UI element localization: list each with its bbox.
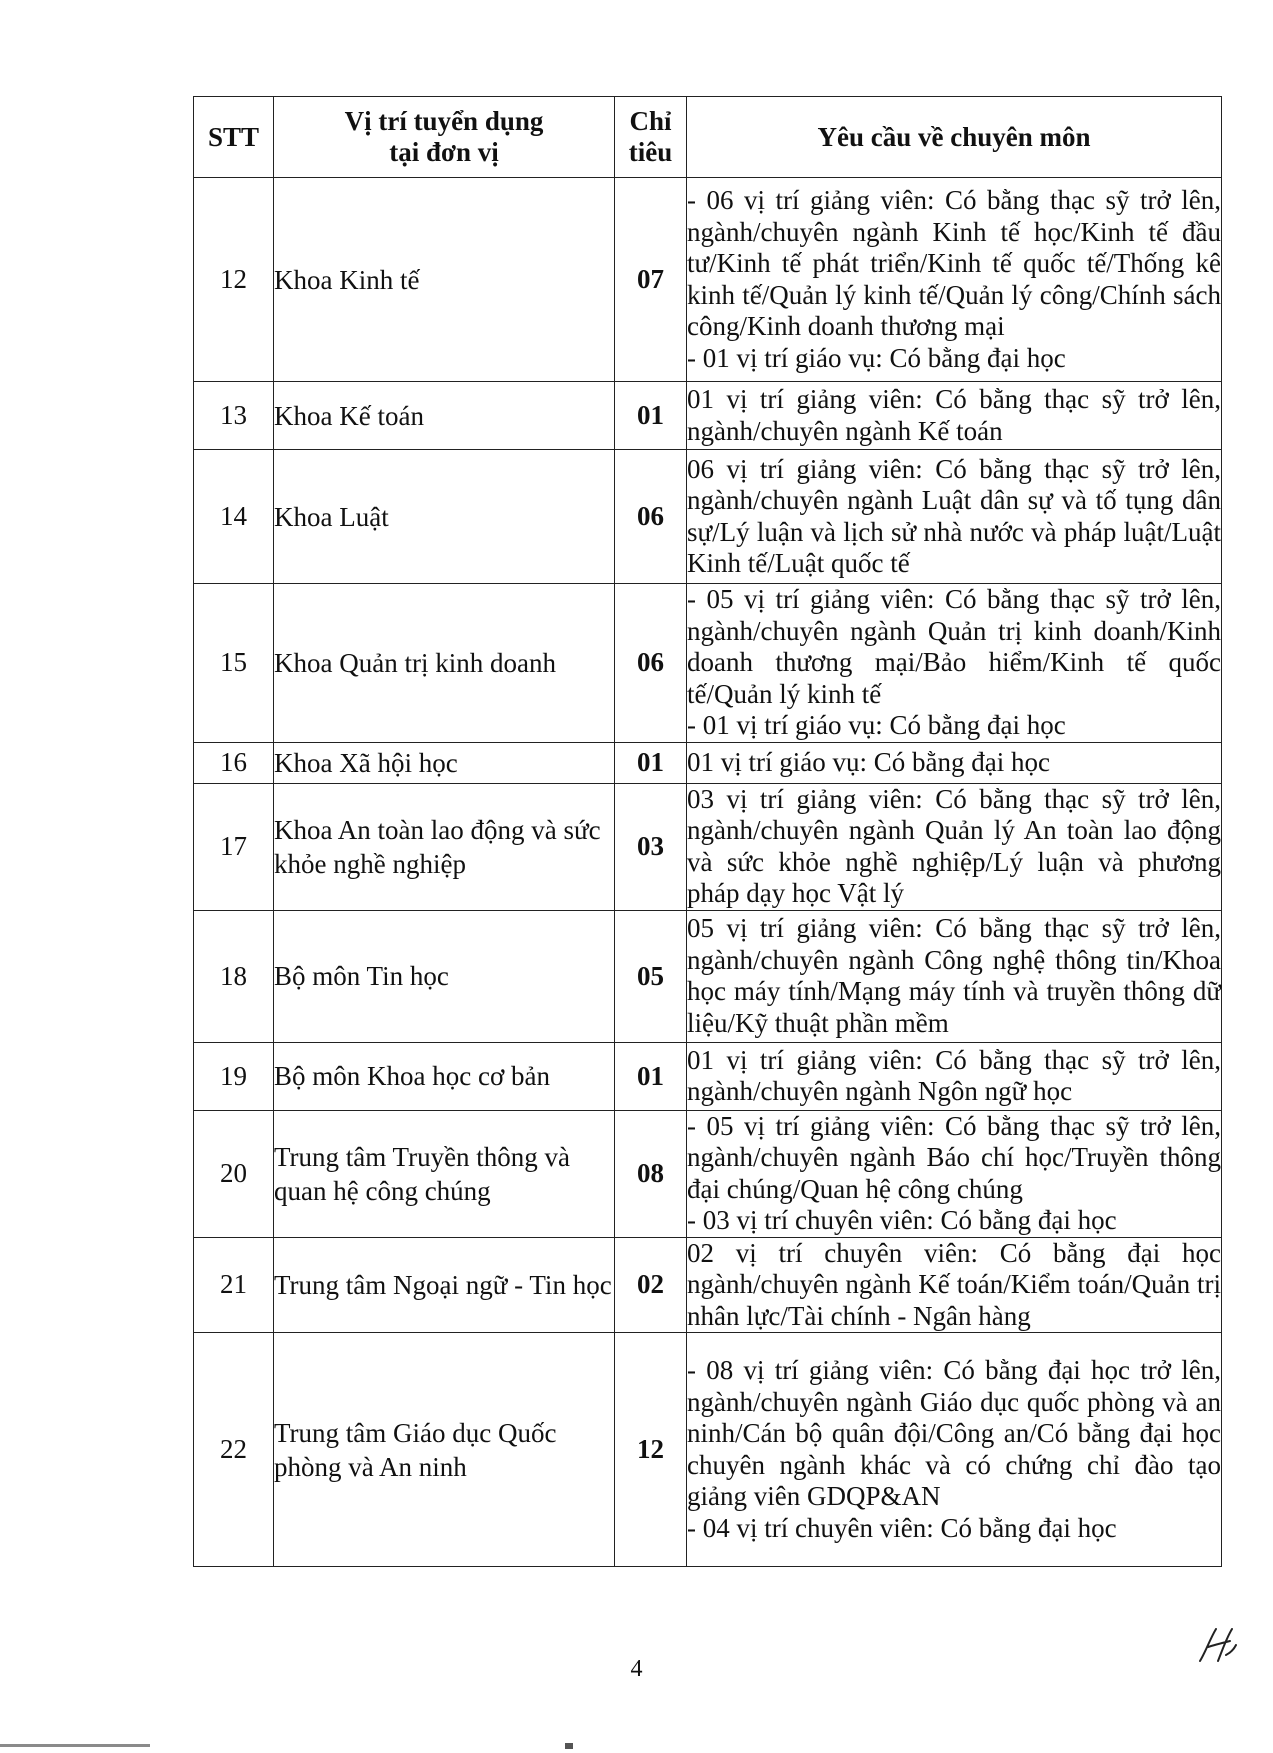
requirement-line: 06 vị trí giảng viên: Có bằng thạc sỹ trở lên, ngành/chuyên ngành Luật dân sự và tố tụng dân sự/Lý luận và lịch sử nhà nước và pháp luật/Luật Kinh tế/Luật quốc tế <box>687 453 1221 578</box>
table-row <box>194 783 1222 910</box>
row-quota: 02 <box>615 1237 687 1333</box>
table-header-row <box>194 97 1222 178</box>
table-row <box>194 1333 1222 1567</box>
row-requirements <box>687 1110 1222 1237</box>
row-unit: Khoa Quản trị kinh doanh <box>274 584 615 743</box>
row-unit: Khoa Luật <box>274 450 615 584</box>
row-stt: 18 <box>194 910 274 1042</box>
row-stt: 20 <box>194 1110 274 1237</box>
table-row <box>194 910 1222 1042</box>
row-requirements <box>687 382 1222 450</box>
row-stt: 16 <box>194 742 274 783</box>
header-unit-line1: Vị trí tuyển dụng <box>344 106 544 136</box>
row-stt: 22 <box>194 1333 274 1567</box>
row-unit: Khoa Kinh tế <box>274 178 615 382</box>
row-unit: Bộ môn Tin học <box>274 910 615 1042</box>
row-requirements <box>687 742 1222 783</box>
row-stt: 14 <box>194 450 274 584</box>
row-stt: 13 <box>194 382 274 450</box>
row-unit: Bộ môn Khoa học cơ bản <box>274 1042 615 1110</box>
table-row <box>194 1110 1222 1237</box>
row-requirements <box>687 783 1222 910</box>
requirement-line: - 08 vị trí giảng viên: Có bằng đại học trở lên, ngành/chuyên ngành Giáo dục quốc phòng và an ninh/Cán bộ quân đội/Công an/Có bằng đại học chuyên ngành khác và có chứng chỉ đào tạo giảng viên GDQP&AN <box>687 1355 1221 1511</box>
row-stt: 15 <box>194 584 274 743</box>
table-row <box>194 450 1222 584</box>
row-requirements <box>687 450 1222 584</box>
row-quota: 07 <box>615 178 687 382</box>
row-quota: 08 <box>615 1110 687 1237</box>
requirement-line: 03 vị trí giảng viên: Có bằng thạc sỹ trở lên, ngành/chuyên ngành Quản lý An toàn lao động và sức khỏe nghề nghiệp/Lý luận và phương pháp dạy học Vật lý <box>687 783 1221 908</box>
requirement-line: 01 vị trí giảng viên: Có bằng thạc sỹ trở lên, ngành/chuyên ngành Kế toán <box>687 384 1221 446</box>
row-unit: Trung tâm Truyền thông và quan hệ công chúng <box>274 1110 615 1237</box>
row-unit: Trung tâm Ngoại ngữ - Tin học <box>274 1237 615 1333</box>
row-requirements <box>687 1042 1222 1110</box>
table-body <box>194 178 1222 1567</box>
header-requirements: Yêu cầu về chuyên môn <box>687 97 1222 178</box>
requirement-line: - 06 vị trí giảng viên: Có bằng thạc sỹ trở lên, ngành/chuyên ngành Kinh tế học/Kinh tế đầu tư/Kinh tế phát triển/Kinh tế quốc tế/Thống kê kinh tế/Quản lý kinh tế/Quản lý công/Chính sách công/Kinh doanh thương mại <box>687 185 1221 341</box>
row-quota: 01 <box>615 742 687 783</box>
requirement-line: - 03 vị trí chuyên viên: Có bằng đại học <box>687 1205 1117 1235</box>
row-stt: 21 <box>194 1237 274 1333</box>
row-quota: 01 <box>615 382 687 450</box>
row-requirements <box>687 178 1222 382</box>
row-quota: 12 <box>615 1333 687 1567</box>
requirement-line: 02 vị trí chuyên viên: Có bằng đại học ngành/chuyên ngành Kế toán/Kiểm toán/Quản trị nhân lực/Tài chính - Ngân hàng <box>687 1237 1221 1331</box>
row-unit: Khoa An toàn lao động và sức khỏe nghề nghiệp <box>274 783 615 910</box>
header-unit-line2: tại đơn vị <box>389 137 499 167</box>
table-row <box>194 584 1222 743</box>
row-quota: 05 <box>615 910 687 1042</box>
requirement-line: - 05 vị trí giảng viên: Có bằng thạc sỹ trở lên, ngành/chuyên ngành Báo chí học/Truyền thông đại chúng/Quan hệ công chúng <box>687 1110 1221 1204</box>
table-row <box>194 1042 1222 1110</box>
row-requirements <box>687 1237 1222 1333</box>
requirement-line: 01 vị trí giáo vụ: Có bằng đại học <box>687 746 1050 777</box>
page-number: 4 <box>630 1656 643 1682</box>
scan-artifact-left <box>0 1744 150 1747</box>
row-quota: 06 <box>615 584 687 743</box>
row-unit: Trung tâm Giáo dục Quốc phòng và An ninh <box>274 1333 615 1567</box>
requirement-line: - 01 vị trí giáo vụ: Có bằng đại học <box>687 342 1066 373</box>
row-unit: Khoa Xã hội học <box>274 742 615 783</box>
row-stt: 17 <box>194 783 274 910</box>
row-stt: 19 <box>194 1042 274 1110</box>
row-unit: Khoa Kế toán <box>274 382 615 450</box>
row-quota: 06 <box>615 450 687 584</box>
header-quota <box>615 97 687 178</box>
requirement-line: 01 vị trí giảng viên: Có bằng thạc sỹ trở lên, ngành/chuyên ngành Ngôn ngữ học <box>687 1044 1221 1106</box>
recruitment-table <box>193 96 1222 1567</box>
table-row <box>194 382 1222 450</box>
requirement-line: 05 vị trí giảng viên: Có bằng thạc sỹ trở lên, ngành/chuyên ngành Công nghệ thông tin/Khoa học máy tính/Mạng máy tính và truyền thông dữ liệu/Kỹ thuật phần mềm <box>687 913 1221 1038</box>
row-quota: 01 <box>615 1042 687 1110</box>
header-stt: STT <box>194 97 274 178</box>
table-row <box>194 1237 1222 1333</box>
row-quota: 03 <box>615 783 687 910</box>
header-quota-line2: tiêu <box>628 137 673 167</box>
requirement-line: - 01 vị trí giáo vụ: Có bằng đại học <box>687 710 1066 740</box>
header-quota-line1: Chỉ <box>629 106 672 136</box>
requirement-line: - 04 vị trí chuyên viên: Có bằng đại học <box>687 1512 1117 1543</box>
table-row <box>194 742 1222 783</box>
row-stt: 12 <box>194 178 274 382</box>
handwritten-initials <box>1196 1625 1240 1665</box>
table-row <box>194 178 1222 382</box>
requirement-line: - 05 vị trí giảng viên: Có bằng thạc sỹ trở lên, ngành/chuyên ngành Quản trị kinh doanh/Kinh doanh thương mại/Bảo hiểm/Kinh tế quốc tế/Quản lý kinh tế <box>687 584 1221 709</box>
header-unit <box>274 97 615 178</box>
row-requirements <box>687 584 1222 743</box>
row-requirements <box>687 1333 1222 1567</box>
scan-artifact-dot <box>565 1743 573 1749</box>
row-requirements <box>687 910 1222 1042</box>
